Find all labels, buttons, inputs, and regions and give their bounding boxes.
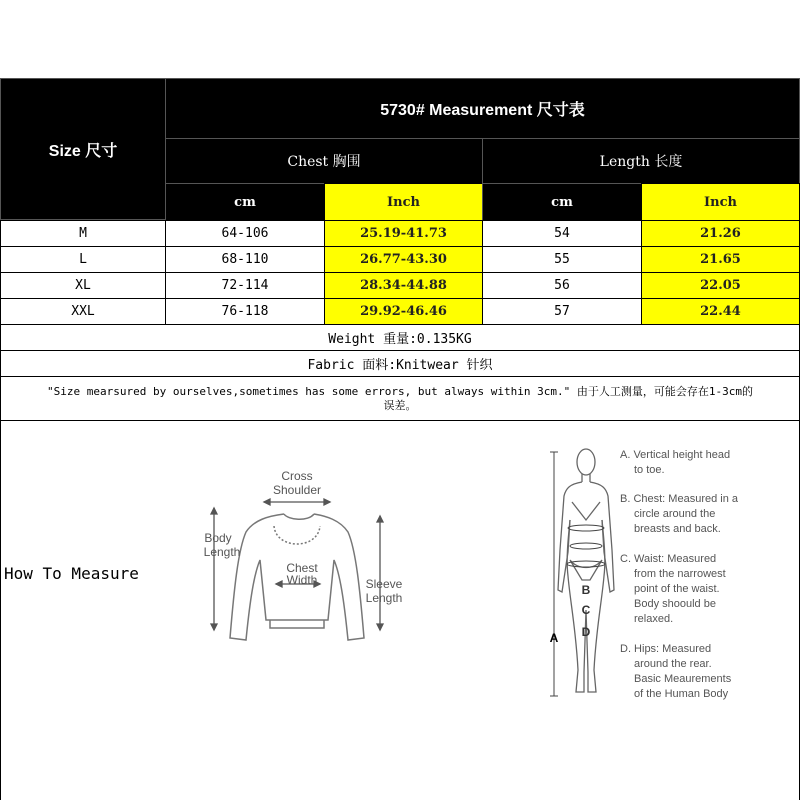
- measurement-note: [0, 376, 800, 421]
- chest-inch-unit: Inch: [324, 183, 483, 221]
- fabric-row: Fabric 面料:Knitwear 针织: [0, 350, 800, 377]
- size-cell: L: [0, 246, 166, 273]
- note-c-4: Body shoould be: [634, 598, 716, 610]
- note-a-2: to toe.: [634, 464, 665, 476]
- note-d-1: D. Hips: Measured: [620, 643, 712, 655]
- sweater-neckline: [274, 526, 320, 544]
- length-cm-cell: 55: [482, 246, 642, 273]
- length-header: Length 长度: [482, 138, 800, 184]
- body-length-text-2: Length: [203, 545, 241, 559]
- table-title: 5730# Measurement 尺寸表: [165, 78, 800, 139]
- length-cm-cell: 57: [482, 298, 642, 325]
- note-b-2: circle around the: [634, 508, 716, 520]
- chest-width-text-2: Width: [286, 573, 318, 587]
- chest-cm-cell: 68-110: [165, 246, 325, 273]
- size-cell: XL: [0, 272, 166, 299]
- length-inch-unit: Inch: [641, 183, 800, 221]
- figure-head: [577, 449, 595, 475]
- note-c-2: from the narrowest: [634, 568, 726, 580]
- sleeve-length-text-1: Sleeve: [365, 577, 403, 591]
- sweater-collar: [284, 514, 314, 519]
- note-c-5: relaxed.: [634, 613, 674, 625]
- chest-inch-cell: 25.19-41.73: [324, 220, 483, 247]
- length-cm-cell: 54: [482, 220, 642, 247]
- note-line-2: 误差。: [383, 398, 417, 412]
- marker-d: D: [581, 625, 591, 639]
- chest-header: Chest 胸围: [165, 138, 483, 184]
- measure-notes: [614, 446, 800, 716]
- chest-width-text-1: Chest: [286, 561, 318, 575]
- length-cm-cell: 56: [482, 272, 642, 299]
- marker-a: A: [549, 631, 559, 645]
- note-d-3: Basic Meaurements: [634, 673, 732, 685]
- chest-inch-cell: 29.92-46.46: [324, 298, 483, 325]
- note-b-1: B. Chest: Measured in a: [620, 493, 739, 505]
- note-c-1: C. Waist: Measured: [620, 553, 717, 565]
- note-c-3: point of the waist.: [634, 583, 720, 595]
- body-length-text-1: Body: [204, 531, 232, 545]
- chest-inch-cell: 28.34-44.88: [324, 272, 483, 299]
- length-cm-unit: cm: [482, 183, 642, 221]
- size-chart-table: [0, 78, 800, 800]
- sweater-diagram: [196, 470, 420, 670]
- length-inch-cell: 21.26: [641, 220, 800, 247]
- length-inch-cell: 21.65: [641, 246, 800, 273]
- sweater-hem: [270, 620, 324, 628]
- cross-shoulder-text-2: Shoulder: [272, 483, 322, 497]
- chest-inch-cell: 26.77-43.30: [324, 246, 483, 273]
- how-to-measure-label: How To Measure: [4, 564, 139, 583]
- note-line-1: "Size mearsured by ourselves,sometimes has some errors, but always within 3cm." 由于人工测量，可能会存在1-3cm的: [47, 384, 753, 398]
- size-header: Size 尺寸: [0, 78, 166, 220]
- note-d-2: around the rear.: [634, 658, 712, 670]
- sleeve-length-text-2: Length: [365, 591, 403, 605]
- weight-row: Weight 重量:0.135KG: [0, 324, 800, 351]
- chest-cm-unit: cm: [165, 183, 325, 221]
- marker-c: C: [581, 603, 591, 617]
- note-b-3: breasts and back.: [634, 523, 721, 535]
- note-d-4: of the Human Body: [634, 688, 729, 700]
- cross-shoulder-text-1: Cross: [281, 470, 313, 483]
- size-cell: M: [0, 220, 166, 247]
- chest-cm-cell: 72-114: [165, 272, 325, 299]
- figure-bikini-top: [572, 502, 600, 520]
- chest-cm-cell: 64-106: [165, 220, 325, 247]
- figure-bikini-bottom: [570, 560, 602, 580]
- chest-cm-cell: 76-118: [165, 298, 325, 325]
- length-inch-cell: 22.05: [641, 272, 800, 299]
- length-inch-cell: 22.44: [641, 298, 800, 325]
- marker-b: B: [581, 583, 591, 597]
- size-cell: XXL: [0, 298, 166, 325]
- note-a-1: A. Vertical height head: [620, 449, 731, 461]
